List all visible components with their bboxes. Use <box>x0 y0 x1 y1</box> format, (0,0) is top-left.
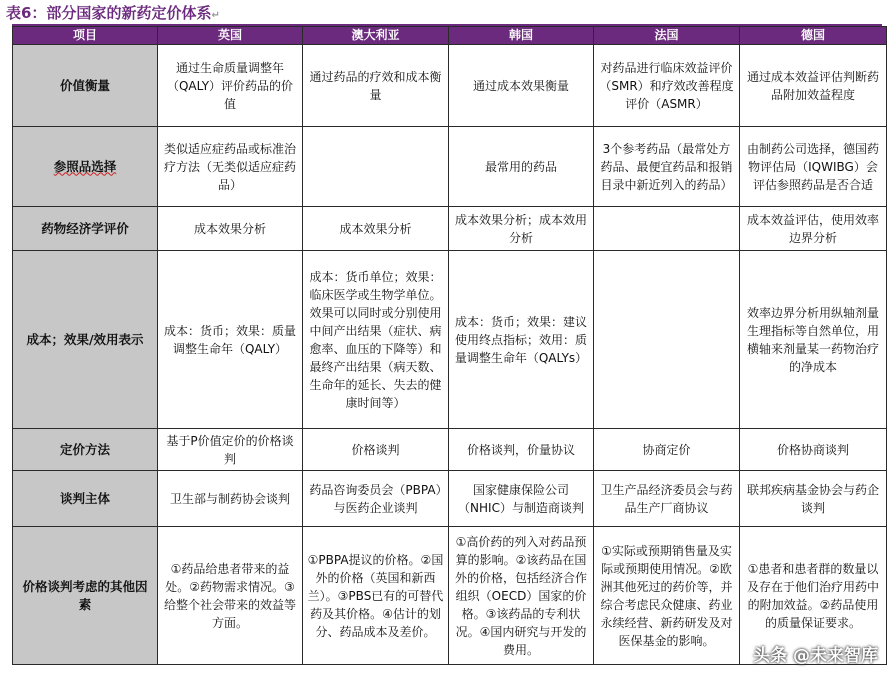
table-caption: 表6：部分国家的新药定价体系↵ <box>6 4 220 22</box>
table-cell: 成本：货币；效果：建议使用终点指标；效用：质量调整生命年（QALYs） <box>449 251 594 429</box>
table-cell: 类似适应症药品或标准治疗方法（无类似适应症药品） <box>158 127 303 207</box>
table-cell: 价格谈判 <box>303 429 449 471</box>
row-label: 定价方法 <box>13 429 158 471</box>
table-cell: 对药品进行临床效益评价（SMR）和疗效改善程度评价（ASMR） <box>594 45 740 127</box>
table-cell: ①实际或预期销售量及实际或预期使用情况。②欧洲其他死过的药价等，并综合考虑民众健康、药业永续经营、新药研发及对医保基金的影响。 <box>594 527 740 665</box>
paragraph-mark-icon: ↵ <box>211 10 220 21</box>
table-row <box>13 429 887 471</box>
table-cell: 成本效果分析；成本效用分析 <box>449 207 594 251</box>
table-cell: 价格谈判，价量协议 <box>449 429 594 471</box>
table-cell: ①PBPA提议的价格。②国外的价格（英国和新西兰）。③PBS已有的可替代药及其价格。④估计的划分、药品成本及差价。 <box>303 527 449 665</box>
header-france: 法国 <box>594 27 740 45</box>
table-header-row <box>13 27 887 45</box>
table-cell: 成本：货币；效果：质量调整生命年（QALY） <box>158 251 303 429</box>
table-cell: 3个参考药品（最常处方药品、最便宜药品和报销目录中新近列入的药品） <box>594 127 740 207</box>
header-item: 项目 <box>13 27 158 45</box>
table-cell: 卫生部与制药协会谈判 <box>158 471 303 527</box>
table-row <box>13 45 887 127</box>
table-cell: 通过药品的疗效和成本衡量 <box>303 45 449 127</box>
table-cell: 成本效果分析 <box>158 207 303 251</box>
table-cell: 成本效益评估，使用效率边界分析 <box>740 207 887 251</box>
table-cell: ①患者和患者群的数量以及存在于他们治疗用药中的附加效益。②药品使用的质量保证要求。 <box>740 527 887 665</box>
table-cell: ①高价药的列入对药品预算的影响。②该药品在国外的价格，包括经济合作组织（OECD）国家的价格。③该药品的专利状况。④国内研究与开发的费用。 <box>449 527 594 665</box>
table-cell <box>594 207 740 251</box>
table-cell: 价格协商谈判 <box>740 429 887 471</box>
table-row <box>13 127 887 207</box>
table-row <box>13 471 887 527</box>
table-cell: 联邦疾病基金协会与药企谈判 <box>740 471 887 527</box>
table-cell: 卫生产品经济委员会与药品生产厂商协议 <box>594 471 740 527</box>
table-cell: 成本：货币单位；效果：临床医学或生物学单位。效果可以同时或分别使用中间产出结果（症状、病愈率、血压的下降等）和最终产出结果（病天数、生命年的延长、失去的健康时间等） <box>303 251 449 429</box>
table-cell: 国家健康保险公司（NHIC）与制造商谈判 <box>449 471 594 527</box>
table-cell: 通过成本效益评估判断药品附加效益程度 <box>740 45 887 127</box>
table-cell: 通过生命质量调整年（QALY）评价药品的价值 <box>158 45 303 127</box>
table-row <box>13 251 887 429</box>
table-cell: 通过成本效果衡量 <box>449 45 594 127</box>
table-row <box>13 207 887 251</box>
watermark: 头条 @未来智库 <box>753 646 878 666</box>
row-label: 参照品选择 <box>13 127 158 207</box>
row-label: 价值衡量 <box>13 45 158 127</box>
row-label: 谈判主体 <box>13 471 158 527</box>
header-korea: 韩国 <box>449 27 594 45</box>
table-cell: 由制药公司选择，德国药物评估局（IQWIBG）会评估参照药品是否合适 <box>740 127 887 207</box>
table-cell: 最常用的药品 <box>449 127 594 207</box>
header-germany: 德国 <box>740 27 887 45</box>
pricing-table <box>12 26 887 665</box>
header-uk: 英国 <box>158 27 303 45</box>
table-cell: 效率边界分析用纵轴剂量生理指标等自然单位，用横轴来剂量某一药物治疗的净成本 <box>740 251 887 429</box>
table-cell: 成本效果分析 <box>303 207 449 251</box>
table-cell: ①药品给患者带来的益处。②药物需求情况。③给整个社会带来的效益等方面。 <box>158 527 303 665</box>
header-australia: 澳大利亚 <box>303 27 449 45</box>
table-cell <box>594 251 740 429</box>
row-label: 药物经济学评价 <box>13 207 158 251</box>
table-cell: 药品咨询委员会（PBPA）与医药企业谈判 <box>303 471 449 527</box>
row-label: 成本；效果/效用表示 <box>13 251 158 429</box>
table-cell <box>303 127 449 207</box>
table-cell: 基于P价值定价的价格谈判 <box>158 429 303 471</box>
row-label: 价格谈判考虑的其他因素 <box>13 527 158 665</box>
table-cell: 协商定价 <box>594 429 740 471</box>
